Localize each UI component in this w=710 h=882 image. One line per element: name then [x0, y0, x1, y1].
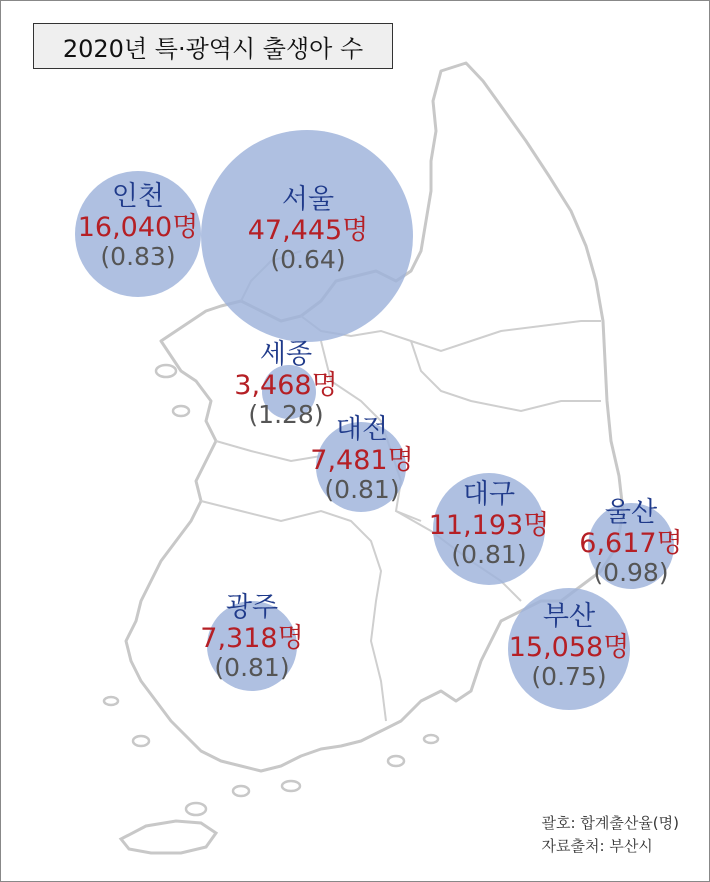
- city-births: 16,040명: [77, 212, 199, 244]
- city-label-daegu: [409, 479, 569, 570]
- city-fertility-rate: (0.98): [593, 558, 669, 588]
- city-births: 3,468명: [234, 370, 338, 402]
- city-fertility-rate: (0.75): [531, 662, 607, 692]
- city-births: 11,193명: [428, 510, 550, 542]
- city-name: 대구: [462, 479, 516, 510]
- city-fertility-rate: (1.28): [248, 400, 324, 430]
- map-footnote: [542, 812, 679, 857]
- city-name: 광주: [225, 592, 279, 623]
- city-births: 6,617명: [579, 528, 683, 560]
- city-fertility-rate: (0.83): [100, 242, 176, 272]
- city-name: 대전: [335, 414, 389, 445]
- city-label-ulsan: [556, 497, 706, 588]
- source-note: 자료출처: 부산시: [541, 836, 653, 855]
- city-fertility-rate: (0.81): [451, 540, 527, 570]
- city-name: 인천: [111, 181, 165, 212]
- city-births: 47,445명: [247, 215, 369, 247]
- city-name: 서울: [281, 184, 335, 215]
- city-births: 7,318명: [200, 623, 304, 655]
- city-fertility-rate: (0.64): [270, 245, 346, 275]
- map-title: 2020년 특·광역시 출생아 수: [33, 23, 393, 69]
- city-label-busan: [489, 601, 649, 692]
- jeju-island: [121, 821, 216, 853]
- city-label-incheon: [63, 181, 213, 272]
- city-births: 7,481명: [310, 445, 414, 477]
- city-fertility-rate: (0.81): [324, 475, 400, 505]
- city-label-seoul: [228, 184, 388, 275]
- city-fertility-rate: (0.81): [214, 653, 290, 683]
- city-name: 울산: [604, 497, 658, 528]
- city-births: 15,058명: [508, 632, 630, 664]
- city-label-gwangju: [177, 592, 327, 683]
- city-name: 세종: [259, 339, 313, 370]
- city-name: 부산: [542, 601, 596, 632]
- legend-note: 괄호: 합계출산율(명): [541, 814, 679, 832]
